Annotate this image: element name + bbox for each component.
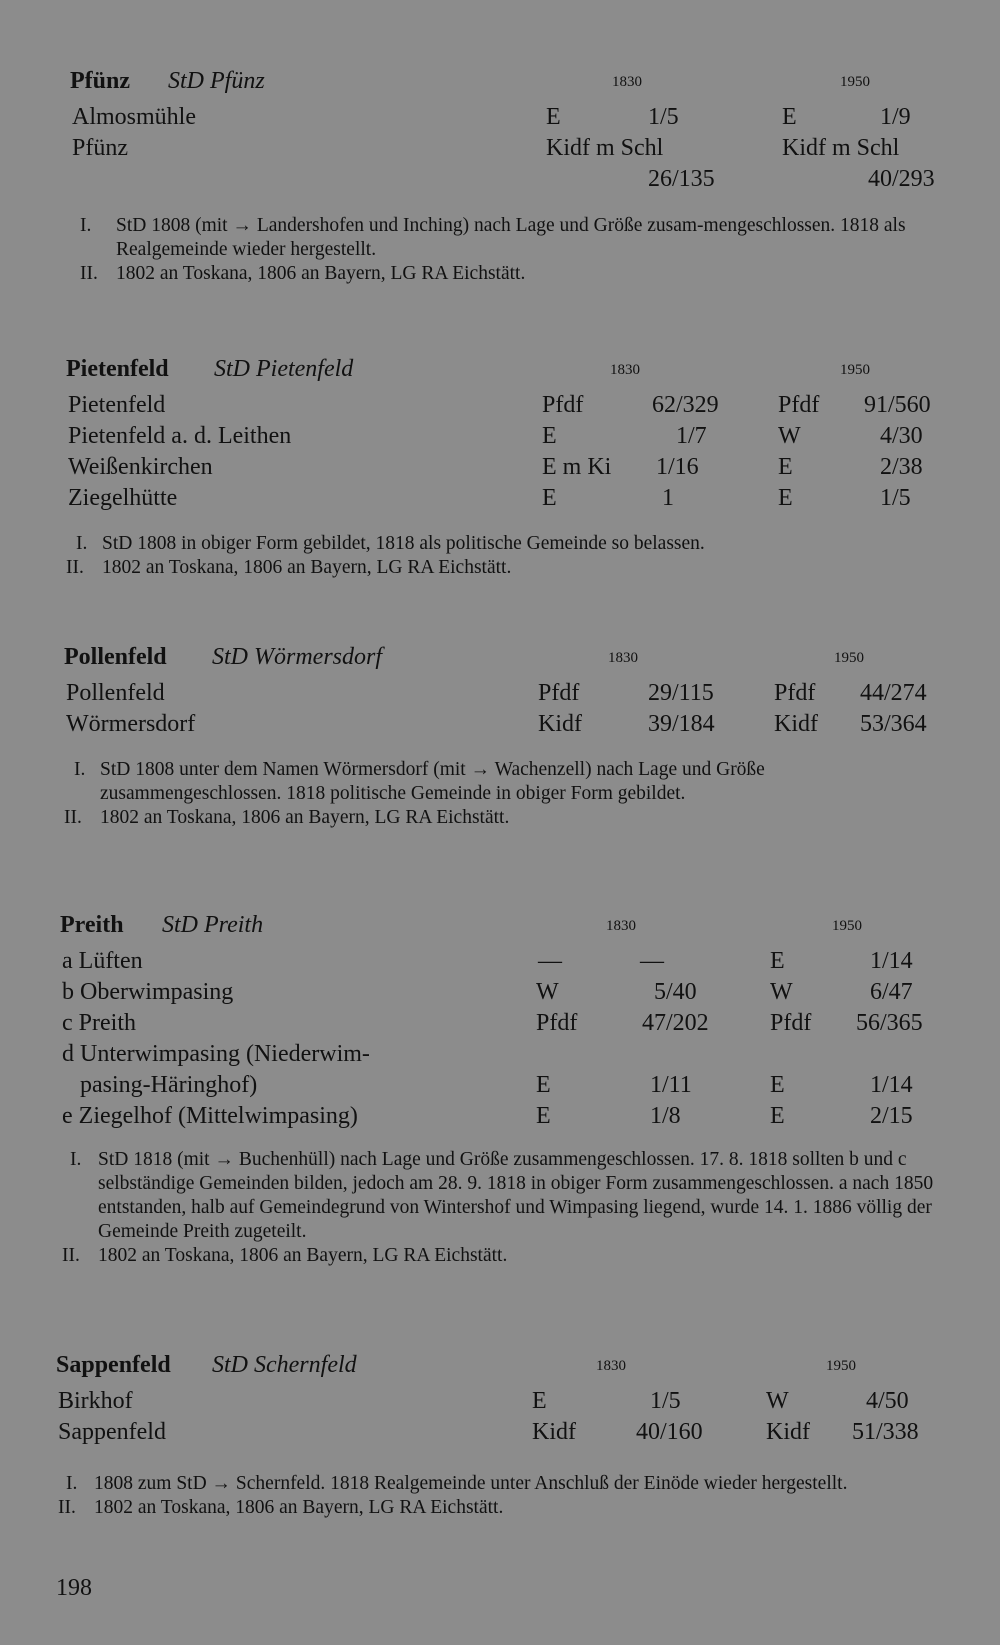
count-1830: 1 — [662, 485, 674, 511]
section-pollenfeld — [0, 640, 1000, 828]
place-name: pasing-Häringhof) — [62, 1072, 258, 1098]
note-item — [58, 1472, 934, 1496]
note-label: I. — [76, 533, 88, 554]
count-1950: 4/50 — [866, 1388, 909, 1414]
table-row — [0, 135, 1000, 166]
table-row — [0, 979, 1000, 1010]
count-1950: 1/9 — [880, 104, 911, 130]
count-1830: 1/5 — [648, 104, 679, 130]
type-1950: W — [766, 1388, 789, 1414]
year-1830: 1830 — [608, 650, 638, 666]
municipality-name: Preith — [60, 912, 124, 938]
count-1950: 4/30 — [880, 423, 923, 449]
note-item — [66, 556, 946, 580]
table-row — [0, 1388, 1000, 1419]
note-text: StD 1808 (mit → Landershofen und Inching) nach Lage und Größe zusam-mengeschlossen. 1818 als Realgemeinde wieder hergestellt. — [116, 215, 906, 260]
table-row — [0, 1419, 1000, 1450]
municipality-name: Pietenfeld — [66, 356, 169, 382]
place-name: Ziegelhütte — [68, 485, 178, 511]
year-1950: 1950 — [832, 918, 862, 934]
table-row — [0, 680, 1000, 711]
section-pietenfeld — [0, 352, 1000, 578]
count-1950: 40/293 — [868, 166, 935, 192]
type-1950: E — [770, 948, 785, 974]
type-1830: E — [542, 423, 557, 449]
section-header — [0, 640, 1000, 680]
type-1950: Pfdf — [770, 1010, 812, 1036]
place-name: Birkhof — [58, 1388, 133, 1414]
count-1830: 5/40 — [654, 979, 697, 1005]
count-1950: 56/365 — [856, 1010, 923, 1036]
count-1950: 44/274 — [860, 680, 927, 706]
section-header — [0, 64, 1000, 104]
table-row — [0, 1072, 1000, 1103]
type-1830: E m Ki — [542, 454, 612, 480]
note-item — [80, 214, 946, 262]
note-item — [62, 1244, 936, 1268]
type-1950: W — [778, 423, 801, 449]
type-1830: E — [532, 1388, 547, 1414]
year-1830: 1830 — [612, 74, 642, 90]
section-sappenfeld — [0, 1348, 1000, 1518]
note-text: StD 1818 (mit → Buchenhüll) nach Lage und Größe zusammengeschlossen. 17. 8. 1818 sollten b und c selbständige Gemeinden bilden, jedoch am 28. 9. 1818 in obiger Form zusammengeschlossen. a nach 1850 entstanden, halb auf Gemeindegrund von Wintershof und Wimpasing liegend, wurde 14. 1. 1886 völlig der Gemeinde Preith zugeteilt. — [98, 1149, 934, 1242]
count-1950: 2/15 — [870, 1103, 913, 1129]
count-1830: 1/5 — [650, 1388, 681, 1414]
table-row — [0, 485, 1000, 516]
section-header — [0, 352, 1000, 392]
section-pfuenz — [0, 64, 1000, 284]
count-1950: 1/14 — [870, 1072, 913, 1098]
place-name: b Oberwimpasing — [62, 979, 234, 1005]
place-name: a Lüften — [62, 948, 143, 974]
year-1950: 1950 — [840, 74, 870, 90]
tax-district: StD Wörmersdorf — [212, 644, 383, 670]
type-1950: Kidf — [766, 1419, 810, 1445]
note-label: I. — [70, 1149, 82, 1170]
place-name: Weißenkirchen — [68, 454, 213, 480]
place-name: Wörmersdorf — [66, 711, 196, 737]
notes — [62, 1148, 936, 1268]
place-name: c Preith — [62, 1010, 136, 1036]
count-1950: 2/38 — [880, 454, 923, 480]
place-name: Almosmühle — [72, 104, 196, 130]
place-name: d Unterwimpasing (Niederwim- — [62, 1041, 370, 1067]
type-1950: E — [778, 485, 793, 511]
table-row — [0, 454, 1000, 485]
count-1830: 1/7 — [676, 423, 707, 449]
count-1830: 1/8 — [650, 1103, 681, 1129]
note-text: 1802 an Toskana, 1806 an Bayern, LG RA Eichstätt. — [116, 263, 526, 284]
section-header — [0, 1348, 1000, 1388]
note-item — [66, 532, 946, 556]
note-text: 1808 zum StD → Schernfeld. 1818 Realgemeinde unter Anschluß der Einöde wieder hergestellt. — [94, 1473, 848, 1494]
place-name: Pietenfeld a. d. Leithen — [68, 423, 292, 449]
table-row — [0, 392, 1000, 423]
note-label: II. — [80, 263, 98, 284]
note-item — [64, 806, 938, 830]
type-1950: E — [778, 454, 793, 480]
type-1950: E — [770, 1072, 785, 1098]
year-1830: 1830 — [610, 362, 640, 378]
place-name: Pfünz — [72, 135, 128, 161]
count-1950: 53/364 — [860, 711, 927, 737]
year-1950: 1950 — [834, 650, 864, 666]
type-1830: Pfdf — [542, 392, 584, 418]
table-row — [0, 1103, 1000, 1134]
note-label: II. — [62, 1245, 80, 1266]
type-1830: Kidf — [538, 711, 582, 737]
type-1830: W — [536, 979, 559, 1005]
count-1830: 62/329 — [652, 392, 719, 418]
note-text: 1802 an Toskana, 1806 an Bayern, LG RA Eichstätt. — [98, 1245, 508, 1266]
type-1950: Pfdf — [774, 680, 816, 706]
table-row — [0, 1010, 1000, 1041]
notes — [66, 532, 946, 580]
table-row — [0, 711, 1000, 742]
notes — [58, 1472, 934, 1520]
count-1950: 6/47 — [870, 979, 913, 1005]
place-name: Pietenfeld — [68, 392, 166, 418]
count-1950: 1/14 — [870, 948, 913, 974]
year-1830: 1830 — [596, 1358, 626, 1374]
place-name: e Ziegelhof (Mittelwimpasing) — [62, 1103, 358, 1129]
note-item — [80, 262, 946, 286]
count-1830: 47/202 — [642, 1010, 709, 1036]
type-1830: Pfdf — [536, 1010, 578, 1036]
type-1830: E — [542, 485, 557, 511]
note-label: I. — [80, 215, 92, 236]
note-item — [64, 758, 938, 806]
count-1830: 29/115 — [648, 680, 714, 706]
section-header — [0, 908, 1000, 948]
table-row — [0, 166, 1000, 197]
note-label: II. — [66, 557, 84, 578]
page-number: 198 — [56, 1575, 92, 1601]
count-1830: 1/11 — [650, 1072, 692, 1098]
count-1950: 1/5 — [880, 485, 911, 511]
type-1950: E — [770, 1103, 785, 1129]
note-item — [58, 1496, 934, 1520]
note-label: I. — [66, 1473, 78, 1494]
type-1830: E — [536, 1072, 551, 1098]
year-1950: 1950 — [826, 1358, 856, 1374]
count-1950: 51/338 — [852, 1419, 919, 1445]
note-text: StD 1808 in obiger Form gebildet, 1818 als politische Gemeinde so belassen. — [102, 533, 705, 554]
type-1830: Pfdf — [538, 680, 580, 706]
section-preith — [0, 908, 1000, 1266]
year-1950: 1950 — [840, 362, 870, 378]
municipality-name: Pollenfeld — [64, 644, 167, 670]
tax-district: StD Preith — [162, 912, 264, 938]
tax-district: StD Schernfeld — [212, 1352, 357, 1378]
type-1950: E — [782, 104, 797, 130]
municipality-name: Pfünz — [70, 68, 130, 94]
notes — [80, 214, 946, 286]
note-text: 1802 an Toskana, 1806 an Bayern, LG RA Eichstätt. — [100, 807, 510, 828]
count-1830: 39/184 — [648, 711, 715, 737]
count-1830: — — [640, 948, 664, 974]
place-name: Sappenfeld — [58, 1419, 166, 1445]
type-1950: Pfdf — [778, 392, 820, 418]
municipality-name: Sappenfeld — [56, 1352, 171, 1378]
note-text: 1802 an Toskana, 1806 an Bayern, LG RA Eichstätt. — [102, 557, 512, 578]
notes — [64, 758, 938, 830]
year-1830: 1830 — [606, 918, 636, 934]
type-1950: Kidf m Schl — [782, 135, 900, 161]
type-1950: W — [770, 979, 793, 1005]
count-1830: 26/135 — [648, 166, 715, 192]
table-row — [0, 104, 1000, 135]
note-label: II. — [64, 807, 82, 828]
table-row — [0, 948, 1000, 979]
note-text: StD 1808 unter dem Namen Wörmersdorf (mit → Wachenzell) nach Lage und Größe zusammengeschlossen. 1818 politische Gemeinde in obiger Form gebildet. — [100, 759, 765, 804]
table-row — [0, 423, 1000, 454]
tax-district: StD Pietenfeld — [214, 356, 354, 382]
type-1830: Kidf — [532, 1419, 576, 1445]
place-name: Pollenfeld — [66, 680, 165, 706]
type-1950: Kidf — [774, 711, 818, 737]
note-text: 1802 an Toskana, 1806 an Bayern, LG RA Eichstätt. — [94, 1497, 504, 1518]
type-1830: E — [546, 104, 561, 130]
type-1830: E — [536, 1103, 551, 1129]
note-item — [62, 1148, 936, 1244]
type-1830: — — [538, 948, 562, 974]
table-row — [0, 1041, 1000, 1072]
tax-district: StD Pfünz — [168, 68, 265, 94]
type-1830: Kidf m Schl — [546, 135, 664, 161]
note-label: I. — [74, 759, 86, 780]
count-1830: 1/16 — [656, 454, 699, 480]
count-1950: 91/560 — [864, 392, 931, 418]
count-1830: 40/160 — [636, 1419, 703, 1445]
note-label: II. — [58, 1497, 76, 1518]
